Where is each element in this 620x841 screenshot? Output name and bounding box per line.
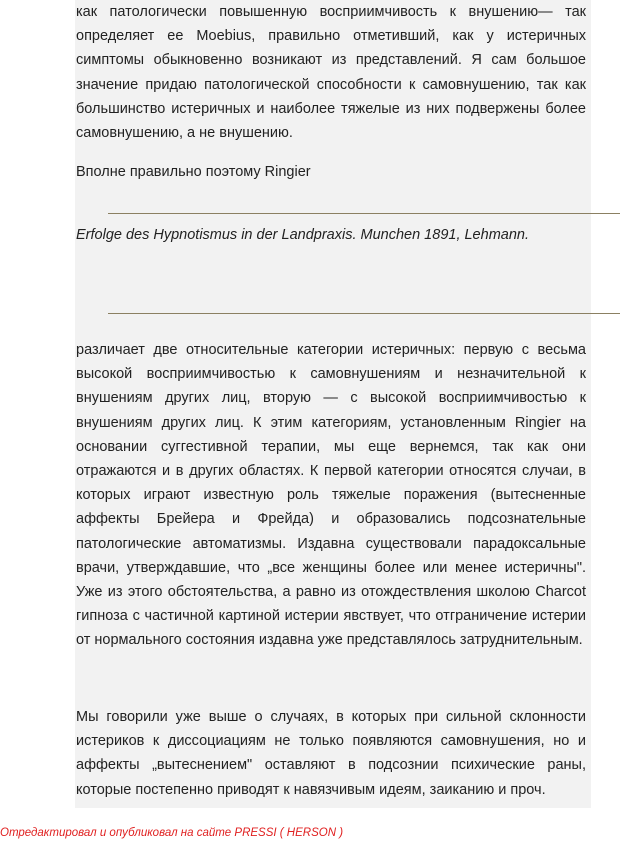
publisher-credit: Отредактировал и опубликовал на сайте PRESSI ( HERSON ): [0, 827, 344, 839]
footnote-divider-top: [108, 213, 620, 214]
paragraph-1: как патологически повышенную восприимчивость к внушению— так определяет ее Moebius, правильно отметивший, как у истеричных симптомы обыкновенно возникают из представлений. Я сам большое значение придаю патологической способности к самовнушению, так как большинство истеричных и наиболее тяжелые из них подвержены более самовнушению, а не внушению.: [76, 4, 586, 142]
paragraph-4: Мы говорили уже выше о случаях, в которых при сильной склонности истериков к диссоциациям не только появляются самовнушения, но и аффекты „вытеснением" оставляют в подсознии психические раны, которые постепенно приводят к навязчивым идеям, заиканию и проч.: [76, 709, 586, 798]
paragraph-2: Вполне правильно поэтому Ringier: [76, 164, 311, 180]
footnote-divider-bottom: [108, 313, 620, 314]
footnote: Erfolge des Hypnotismus in der Landpraxis. Munchen 1891, Lehmann.: [76, 227, 529, 243]
paragraph-3: различает две относительные категории истеричных: первую с весьма высокой восприимчивостью к самовнушениям и незначительной к внушениям других лиц, вторую — с высокой восприимчивостью к внушениям других лиц. К этим категориям, установленным Ringier на основании суггестивной терапии, мы еще вернемся, так как они отражаются и в других областях. К первой категории относятся случаи, в которых играют известную роль тяжелые поражения (вытесненные аффекты Брейера и Фрейда) и образовались подсознательные патологические автоматизмы. Издавна существовали парадоксальные врачи, утверждавшие, что „все женщины более или менее истеричны". Уже из этого обстоятельства, а равно из отождествления школою Charcot гипноза с частичной картиной истерии явствует, что отграничение истерии от нормального состояния издавна уже представлялось затруднительным.: [76, 342, 586, 649]
